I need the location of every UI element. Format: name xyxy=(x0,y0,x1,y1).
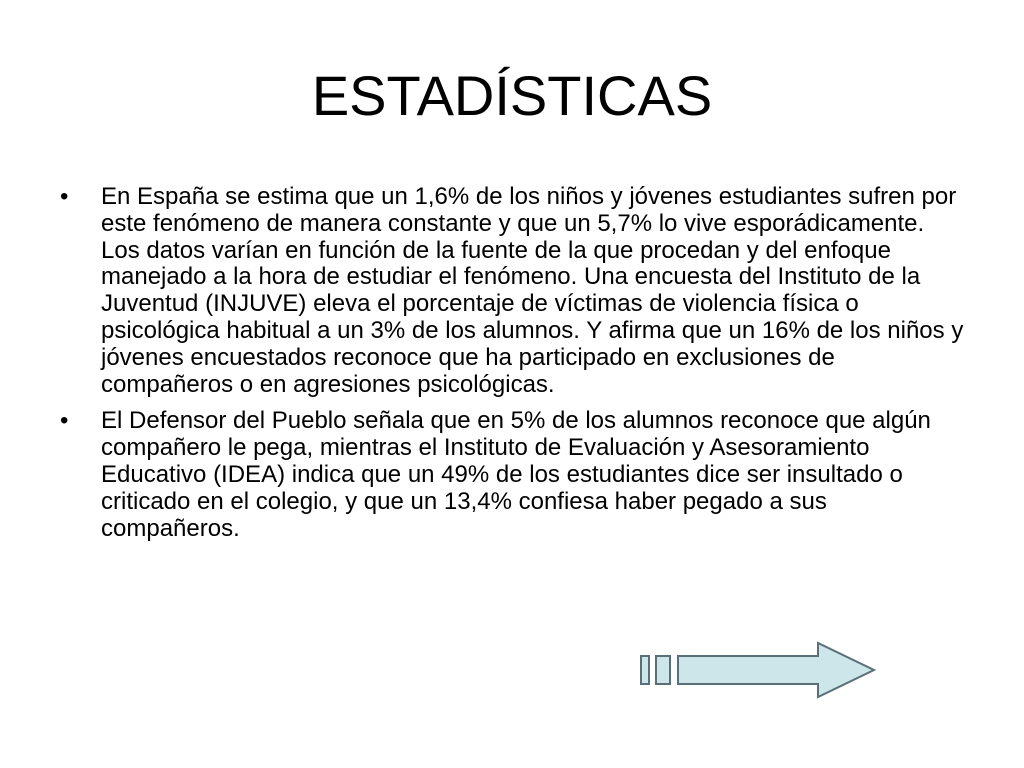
striped-right-arrow-icon xyxy=(638,641,878,699)
bullet-item xyxy=(60,408,965,542)
bullet-marker: • xyxy=(60,183,69,210)
bullet-text: En España se estima que un 1,6% de los niños y jóvenes estudiantes sufren por este fenómeno de manera constante y que un 5,7% lo vive esporádicamente. Los datos varían en función de la fuente de la que procedan y del enfoque manejado a la hora de estudiar el fenómeno. Una encuesta del Instituto de la Juventud (INJUVE) eleva el porcentaje de víctimas de violencia física o psicológica habitual a un 3% de los alumnos. Y afirma que un 16% de los niños y jóvenes encuestados reconoce que ha participado en exclusiones de compañeros o en agresiones psicológicas. xyxy=(101,183,964,398)
slide-title: ESTADÍSTICAS xyxy=(311,64,713,127)
bullet-marker: • xyxy=(60,407,69,435)
bullet-item xyxy=(60,184,965,398)
bullet-list xyxy=(60,184,965,552)
next-slide-button[interactable] xyxy=(638,641,878,699)
bullet-text: El Defensor del Pueblo señala que en 5% de los alumnos reconoce que algún compañero le pega, mientras el Instituto de Evaluación y Asesoramiento Educativo (IDEA) indica que un 49% de los estudiantes dice ser insultado o criticado en el colegio, y que un 13,4% confiesa haber pegado a sus compañeros. xyxy=(101,407,931,542)
